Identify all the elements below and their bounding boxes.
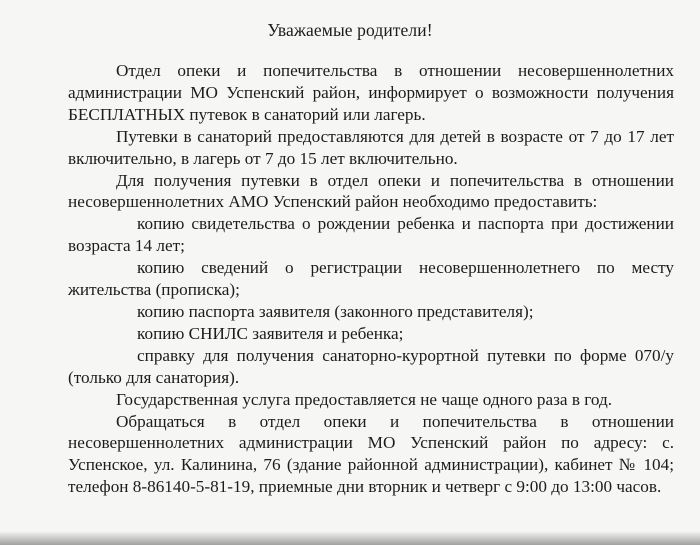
paragraph-frequency: Государственная услуга предоставляется не чаще одного раза в год. (116, 389, 613, 409)
list-item-registration: копию сведений о регистрации несовершеннолетнего по месту жительства (прописка); (68, 258, 674, 300)
paragraph-age-limits: Путевки в санаторий предоставляются для детей в возрасте от 7 до 17 лет включительно, в лагерь от 7 до 15 лет включительно. (68, 126, 674, 168)
page-edge-shadow (0, 531, 700, 545)
document-body (68, 60, 674, 498)
document-title: Уважаемые родители! (267, 20, 433, 40)
list-item-medical-certificate: справку для получения санаторно-курортной путевки по форме 070/у (только для санатория). (68, 345, 674, 387)
paragraph-intro: Отдел опеки и попечительства в отношении несовершеннолетних администрации МО Успенский район, информирует о возможности получения БЕСПЛАТНЫХ путевок в санаторий или лагерь. (68, 61, 674, 124)
paragraph-contacts: Обращаться в отдел опеки и попечительства в отношении несовершеннолетних администрации МО Успенский район по адресу: с. Успенское, ул. Калинина, 76 (здание районной администрации), кабинет № 104; телефон 8-86140-5-81-19, приемные дни вторник и четверг с 9:00 до 13:00 часов. (68, 411, 674, 497)
list-item-birth-certificate: копию свидетельства о рождении ребенка и паспорта при достижении возраста 14 лет; (68, 214, 674, 256)
paragraph-requirements: Для получения путевки в отдел опеки и попечительства в отношении несовершеннолетних АМО Успенский район необходимо предоставить: (68, 170, 674, 212)
list-item-snils: копию СНИЛС заявителя и ребенка; (137, 323, 404, 343)
list-item-applicant-passport: копию паспорта заявителя (законного представителя); (137, 301, 534, 321)
